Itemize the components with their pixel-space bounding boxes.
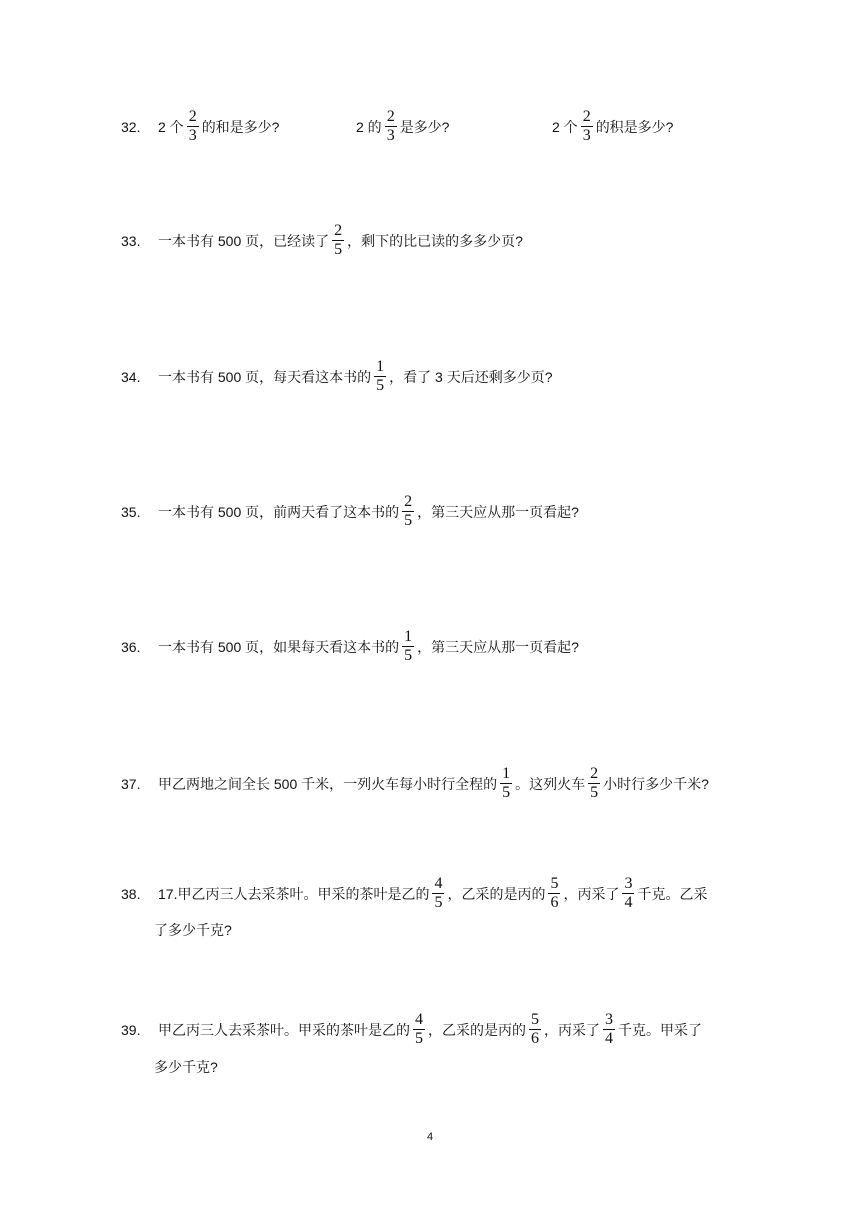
- question-text: 一本书有 500 页，如果每天看这本书的: [158, 638, 400, 655]
- question-text: ，看了 3 天后还剩多少页?: [389, 368, 553, 385]
- question-text: ，丙采了: [563, 885, 620, 902]
- fraction: $\frac{3}{4}$: [605, 1011, 613, 1047]
- question-number: 32.: [121, 118, 141, 135]
- question-39: [121, 1011, 702, 1048]
- question-text: 一本书有 500 页，前两天看了这本书的: [158, 503, 400, 520]
- question-text: ，第三天应从那一页看起?: [417, 503, 579, 520]
- fraction: $\frac{1}{5}$: [502, 765, 511, 801]
- question-number: 35.: [121, 503, 141, 520]
- fraction: $\frac{2}{3}$: [582, 108, 591, 144]
- fraction: $\frac{2}{3}$: [188, 108, 197, 144]
- question-35: [121, 493, 579, 530]
- question-number: 36.: [121, 638, 141, 655]
- question-32-part-b: [356, 108, 449, 145]
- fraction: $\frac{2}{5}$: [404, 493, 413, 529]
- question-33: [121, 222, 523, 259]
- question-text: 千克。甲采了: [618, 1021, 702, 1038]
- question-text: 甲乙两地之间全长 500 千米，一列火车每小时行全程的: [158, 775, 498, 792]
- fraction: $\frac{3}{4}$: [624, 875, 633, 911]
- question-38-continuation: 了多少千克?: [154, 922, 232, 938]
- question-text: ，丙采了: [544, 1021, 600, 1038]
- question-number: 34.: [121, 368, 141, 385]
- fraction: $\frac{2}{5}$: [590, 765, 599, 801]
- question-text: 的和是多少?: [201, 118, 280, 135]
- question-text: 2 的: [356, 118, 382, 135]
- question-text: 一本书有 500 页，每天看这本书的: [158, 368, 372, 385]
- fraction: $\frac{1}{5}$: [404, 628, 413, 664]
- question-36: [121, 628, 579, 665]
- question-text: 是多少?: [399, 118, 450, 135]
- question-number: 39.: [121, 1021, 141, 1038]
- question-39-continuation: 多少千克?: [154, 1059, 218, 1075]
- question-32: [121, 108, 279, 145]
- page-number: 4: [426, 1131, 434, 1143]
- question-text: ，第三天应从那一页看起?: [417, 638, 579, 655]
- question-text: 17.甲乙丙三人去采茶叶。甲采的茶叶是乙的: [158, 885, 430, 902]
- question-text: 一本书有 500 页，已经读了: [158, 232, 330, 249]
- fraction: $\frac{2}{3}$: [386, 108, 395, 144]
- question-32-part-c: [552, 108, 673, 145]
- question-text: 小时行多少千米?: [603, 775, 709, 792]
- question-text: 千克。乙采: [637, 885, 708, 902]
- question-text: ，剩下的比已读的多多少页?: [347, 232, 523, 249]
- fraction: $\frac{5}{6}$: [531, 1011, 539, 1047]
- fraction: $\frac{4}{5}$: [415, 1011, 423, 1047]
- fraction: $\frac{2}{5}$: [334, 222, 343, 258]
- question-number: 33.: [121, 232, 141, 249]
- question-34: [121, 358, 553, 395]
- question-text: 甲乙丙三人去采茶叶。甲采的茶叶是乙的: [158, 1021, 410, 1038]
- question-number: 37.: [121, 775, 141, 792]
- question-number: 38.: [121, 885, 141, 902]
- question-text: ，乙采的是丙的: [428, 1021, 526, 1038]
- fraction: $\frac{1}{5}$: [376, 358, 385, 394]
- question-text: 2 个: [158, 118, 184, 135]
- question-text: 的积是多少?: [595, 118, 674, 135]
- question-text: ，乙采的是丙的: [447, 885, 546, 902]
- fraction: $\frac{5}{6}$: [550, 875, 559, 911]
- question-37: [121, 765, 709, 802]
- fraction: $\frac{4}{5}$: [434, 875, 443, 911]
- question-text: 2 个: [552, 118, 578, 135]
- question-38: [121, 875, 707, 912]
- question-text: 。这列火车: [515, 775, 586, 792]
